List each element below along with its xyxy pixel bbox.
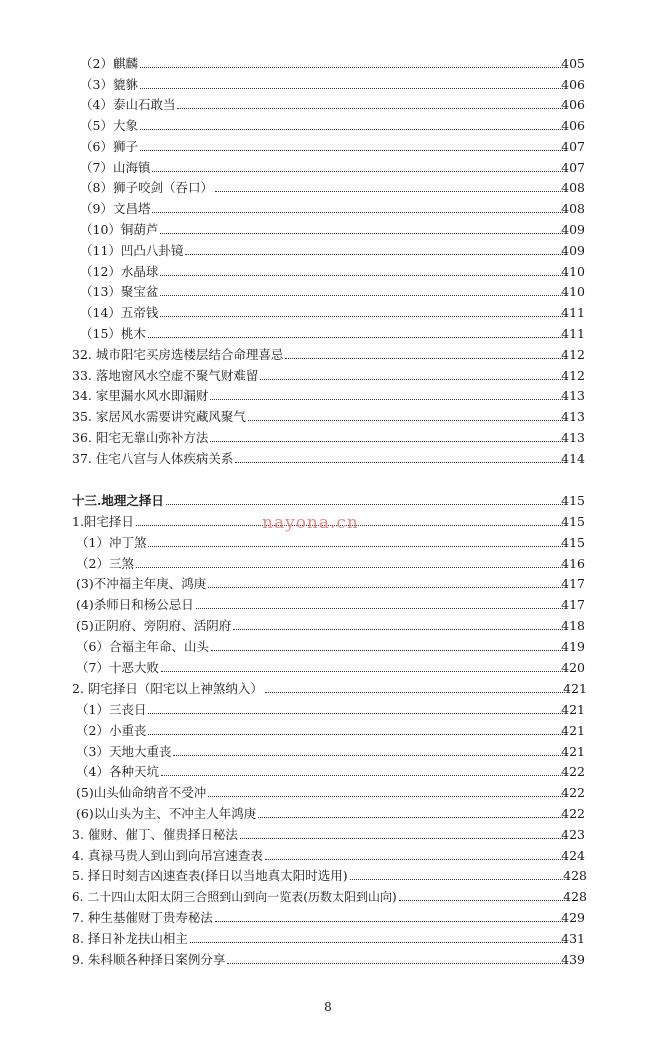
toc-entry	[0, 554, 656, 574]
toc-entry	[0, 54, 656, 74]
toc-entry-label: （11）凹凸八卦镜	[80, 243, 184, 258]
toc-entry	[0, 241, 656, 261]
toc-entry-page: 408	[561, 180, 585, 195]
toc-entry-page: 407	[561, 139, 585, 154]
toc-entry-label: （7）十恶大败	[76, 660, 159, 675]
dot-leader	[166, 504, 563, 505]
toc-entry-label: 2. 阴宅择日（阳宅以上神煞纳入）	[72, 681, 263, 696]
dot-leader	[258, 817, 563, 818]
dot-leader	[161, 775, 563, 776]
dot-leader	[185, 254, 563, 255]
toc-entry-label: （8）狮子咬剑（吞口）	[80, 180, 213, 195]
toc-entry	[0, 158, 656, 178]
toc-entry-page: 421	[563, 681, 587, 696]
dot-leader	[161, 671, 563, 672]
watermark: nayona.cn	[262, 513, 359, 533]
toc-entry	[0, 137, 656, 157]
dot-leader	[235, 462, 563, 463]
toc-entry-page: 428	[563, 868, 587, 883]
toc-entry-label: 8. 择日补龙扶山相主	[72, 931, 188, 946]
dot-leader	[148, 713, 563, 714]
toc-entry-page: 409	[561, 243, 585, 258]
dot-leader	[152, 171, 563, 172]
toc-entry-label: 4. 真禄马贵人到山到向吊宫速查表	[72, 848, 263, 863]
toc-entry-page: 422	[561, 764, 585, 779]
dot-leader	[399, 900, 565, 901]
toc-entry	[0, 116, 656, 136]
toc-entry-page: 424	[561, 848, 585, 863]
dot-leader	[265, 692, 565, 693]
toc-entry	[0, 742, 656, 762]
toc-entry-page: 411	[561, 326, 585, 341]
toc-entry	[0, 616, 656, 636]
dot-leader	[140, 129, 563, 130]
toc-entry-label: （15）桃木	[80, 326, 146, 341]
toc-entry	[0, 929, 656, 949]
toc-entry-page: 406	[561, 118, 585, 133]
dot-leader	[136, 567, 563, 568]
toc-entry-page: 413	[561, 409, 585, 424]
toc-entry-label: （10）铜葫芦	[80, 222, 159, 237]
toc-entry-label: （14）五帝钱	[80, 305, 159, 320]
toc-entry-label: 3. 催财、催丁、催贵择日秘法	[72, 827, 238, 842]
dot-leader	[285, 358, 563, 359]
toc-entry-page: 411	[561, 305, 585, 320]
toc-entry	[0, 658, 656, 678]
toc-entry	[0, 95, 656, 115]
dot-leader	[140, 67, 563, 68]
toc-entry-label: （2）三煞	[76, 556, 134, 571]
toc-entry	[0, 950, 656, 970]
toc-entry-page: 423	[561, 827, 585, 842]
toc-entry-label: （13）聚宝盆	[80, 284, 159, 299]
toc-entry-page: 431	[561, 931, 585, 946]
toc-entry-page: 429	[561, 910, 585, 925]
toc-entry-label: 33. 落地窗风水空虚不聚气财难留	[72, 368, 259, 383]
toc-entry	[0, 75, 656, 95]
dot-leader	[152, 212, 563, 213]
toc-entry	[0, 366, 656, 386]
toc-entry-page: 419	[561, 639, 585, 654]
dot-leader	[160, 275, 563, 276]
toc-entry-page: 439	[561, 952, 585, 967]
toc-entry	[0, 825, 656, 845]
toc-entry-label: （6）合福主年命、山头	[76, 639, 209, 654]
toc-entry-label: （7）山海镇	[80, 160, 151, 175]
toc-entry-page: 421	[561, 744, 585, 759]
dot-leader	[350, 879, 565, 880]
toc-entry	[0, 428, 656, 448]
toc-entry	[0, 262, 656, 282]
toc-entry-label: （1）冲丁煞	[76, 535, 147, 550]
toc-entry-page: 409	[561, 222, 585, 237]
toc-entry	[0, 804, 656, 824]
toc-entry	[0, 574, 656, 594]
toc-entry-label: 7. 种生基催财丁贵寿秘法	[72, 910, 213, 925]
toc-entry-label: （1）三丧日	[76, 702, 147, 717]
toc-entry	[0, 533, 656, 553]
toc-entry-label: （2）小重丧	[76, 723, 147, 738]
toc-entry	[0, 303, 656, 323]
toc-entry	[0, 199, 656, 219]
toc-entry-label: （12）水晶球	[80, 264, 159, 279]
toc-entry-label: 36. 阳宅无靠山弥补方法	[72, 430, 209, 445]
toc-entry-page: 422	[561, 806, 585, 821]
toc-entry-page: 428	[563, 889, 587, 904]
dot-leader	[148, 337, 563, 338]
toc-entry-page: 413	[561, 388, 585, 403]
dot-leader	[227, 963, 563, 964]
toc-entry-label: （3）貔貅	[80, 77, 138, 92]
dot-leader	[210, 399, 563, 400]
toc-entry-label: （6）狮子	[80, 139, 138, 154]
toc-entry	[0, 866, 656, 886]
toc-entry-page: 414	[561, 451, 585, 466]
toc-entry-page: 405	[561, 56, 585, 71]
toc-entry-page: 413	[561, 430, 585, 445]
dot-leader	[208, 796, 563, 797]
toc-entry-page: 415	[561, 514, 585, 529]
section-heading-label: 十三.地理之择日	[72, 493, 164, 508]
toc-entry-label: （9）文昌塔	[80, 201, 151, 216]
dot-leader	[215, 921, 563, 922]
dot-leader	[177, 108, 563, 109]
toc-entry-label: (3)不冲福主年庚、鸿庚	[76, 576, 207, 591]
dot-leader	[208, 587, 563, 588]
toc-entry-page: 407	[561, 160, 585, 175]
toc-entry	[0, 220, 656, 240]
toc-entry-label: 6. 二十四山太阳太阴三合照到山到向一览表(历数太阳到山向)	[72, 890, 397, 904]
dot-leader	[265, 859, 563, 860]
toc-entry	[0, 700, 656, 720]
dot-leader	[240, 838, 563, 839]
toc-entry-page: 421	[561, 702, 585, 717]
dot-leader	[233, 629, 563, 630]
toc-entry-page: 412	[561, 347, 585, 362]
page-number: 8	[324, 1000, 332, 1014]
dot-leader	[148, 734, 563, 735]
toc-entry	[0, 345, 656, 365]
toc-entry-page: 408	[561, 201, 585, 216]
toc-entry-page: 412	[561, 368, 585, 383]
dot-leader	[148, 546, 563, 547]
dot-leader	[260, 379, 563, 380]
toc-entry-label: 32. 城市阳宅买房选楼层结合命理喜忌	[72, 347, 284, 362]
toc-entry	[0, 887, 656, 907]
toc-entry-label: （5）大象	[80, 118, 138, 133]
dot-leader	[196, 608, 563, 609]
toc-entry-page: 417	[561, 597, 585, 612]
section-heading	[0, 491, 656, 511]
toc-entry-label: （2）麒麟	[80, 56, 138, 71]
dot-leader	[140, 150, 563, 151]
toc-entry	[0, 721, 656, 741]
toc-entry-page: 421	[561, 723, 585, 738]
dot-leader	[140, 88, 563, 89]
toc-entry-page: 417	[561, 576, 585, 591]
dot-leader	[160, 316, 563, 317]
toc-entry-label: 1.阳宅择日	[72, 514, 134, 529]
toc-entry-label: （4）各种天坑	[76, 764, 159, 779]
toc-entry	[0, 595, 656, 615]
toc-entry-label: 34. 家里漏水风水即漏财	[72, 388, 209, 403]
toc-entry-label: (4)杀师日和杨公忌日	[76, 597, 194, 612]
toc-entry-label: (6)以山头为主、不冲主人年鸿庚	[76, 806, 257, 821]
toc-entry-page: 418	[561, 618, 585, 633]
toc-entry	[0, 846, 656, 866]
dot-leader	[173, 755, 563, 756]
toc-entry-page: 422	[561, 785, 585, 800]
toc-entry	[0, 407, 656, 427]
toc-entry	[0, 762, 656, 782]
toc-entry-page: 406	[561, 97, 585, 112]
toc-entry-label: (5)正阴府、旁阴府、活阴府	[76, 618, 232, 633]
dot-leader	[190, 942, 563, 943]
dot-leader	[160, 295, 563, 296]
toc-entry	[0, 282, 656, 302]
toc-entry-page: 410	[561, 284, 585, 299]
toc-entry-page: 410	[561, 264, 585, 279]
toc-entry-page: 415	[561, 535, 585, 550]
toc-entry	[0, 637, 656, 657]
toc-entry-page: 420	[561, 660, 585, 675]
toc-entry	[0, 679, 656, 699]
toc-entry-page: 415	[561, 493, 585, 508]
dot-leader	[160, 233, 563, 234]
toc-entry-label: 35. 家居风水需要讲究藏风聚气	[72, 409, 246, 424]
toc-entry-label: （4）泰山石敢当	[80, 97, 176, 112]
toc-entry-label: 5. 择日时刻吉凶速查表(择日以当地真太阳时选用)	[72, 868, 348, 883]
dot-leader	[215, 191, 563, 192]
dot-leader	[211, 650, 563, 651]
toc-entry-label: 37. 住宅八宫与人体疾病关系	[72, 451, 234, 466]
toc-entry	[0, 324, 656, 344]
dot-leader	[210, 441, 563, 442]
toc-entry	[0, 783, 656, 803]
toc-entry	[0, 386, 656, 406]
toc-entry	[0, 178, 656, 198]
toc-entry-label: 9. 朱科顺各种择日案例分享	[72, 952, 226, 967]
toc-entry-label: （3）天地大重丧	[76, 744, 172, 759]
toc-entry-page: 406	[561, 77, 585, 92]
toc-entry-page: 416	[561, 556, 585, 571]
toc-entry	[0, 908, 656, 928]
dot-leader	[248, 420, 563, 421]
toc-entry-label: (5)山头仙命纳音不受冲	[76, 785, 207, 800]
toc-entry	[0, 449, 656, 469]
